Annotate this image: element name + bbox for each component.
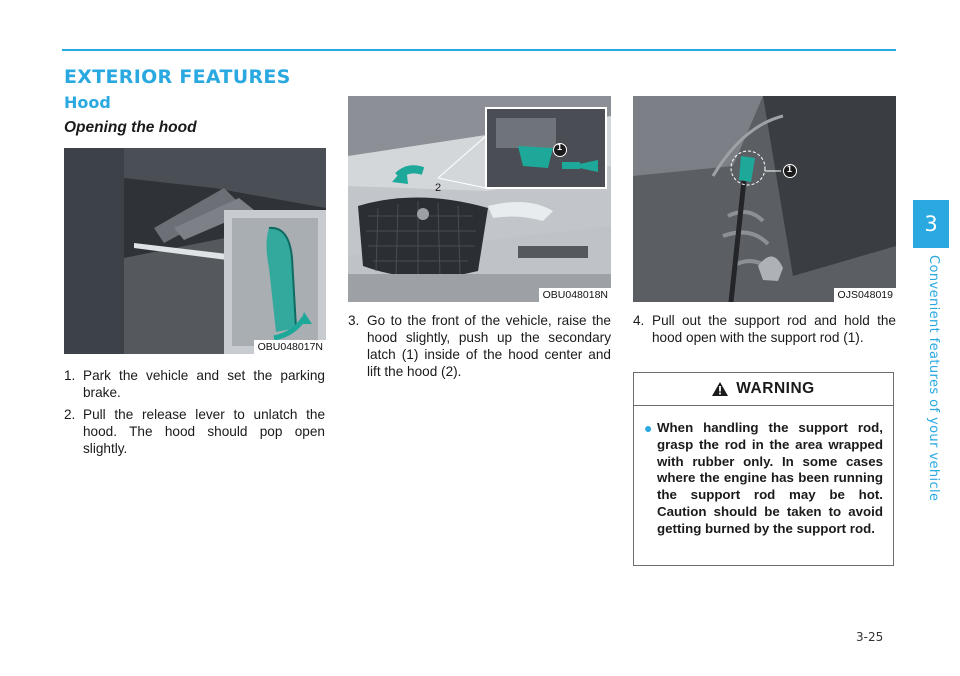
figure-hood-release-lever [64,148,326,354]
step-item [64,406,325,457]
step-number: 1. [64,368,76,383]
step-number: 3. [348,313,360,328]
figure-support-rod [633,96,896,302]
hood-release-lever-illustration [64,148,326,354]
bullet-dot-icon: ● [644,420,653,436]
figure-label: OJS048019 [834,288,896,302]
secondary-latch-illustration [348,96,611,302]
callout-number-2: 2 [435,182,442,194]
step-text: Park the vehicle and set the parking brake. [83,368,325,400]
subsection-title: Hood [64,93,111,112]
page-number: 3-25 [856,630,884,644]
step-number: 4. [633,313,645,328]
warning-body [634,406,893,538]
step-number: 2. [64,407,76,422]
warning-text: When handling the support rod, grasp the rod in the area wrapped with rubber only. In some cases where the engine has been running the support rod may be hot. Caution should be taken to avoid getting burned by the support rod. [657,420,883,536]
header-rule [62,49,896,51]
procedure-heading: Opening the hood [64,119,197,136]
support-rod-illustration [633,96,896,302]
warning-box [633,372,894,566]
figure-label: OBU048018N [539,288,611,302]
chapter-number: 3 [924,212,938,236]
step-text: Pull the release lever to unlatch the hood. The hood should pop open slightly. [83,407,325,456]
warning-title: WARNING [736,380,815,397]
figure-secondary-latch [348,96,611,302]
chapter-title: Convenient features of your vehicle [926,255,941,502]
steps-column-3 [633,312,896,351]
steps-column-1 [64,367,325,462]
warning-header [634,373,893,406]
section-title: EXTERIOR FEATURES [64,66,291,88]
chapter-tab [913,200,949,248]
step-item [64,367,325,401]
figure-label: OBU048017N [254,340,326,354]
steps-column-2 [348,312,611,385]
callout-number-1: 1 [557,142,563,152]
step-item [633,312,896,346]
step-item [348,312,611,380]
callout-number-1: 1 [787,164,793,174]
step-text: Pull out the support rod and hold the hood open with the support rod (1). [652,313,896,345]
warning-triangle-icon [712,382,728,396]
step-text: Go to the front of the vehicle, raise the hood slightly, push up the secondary latch (1) inside of the hood center and lift the hood (2). [367,313,611,379]
